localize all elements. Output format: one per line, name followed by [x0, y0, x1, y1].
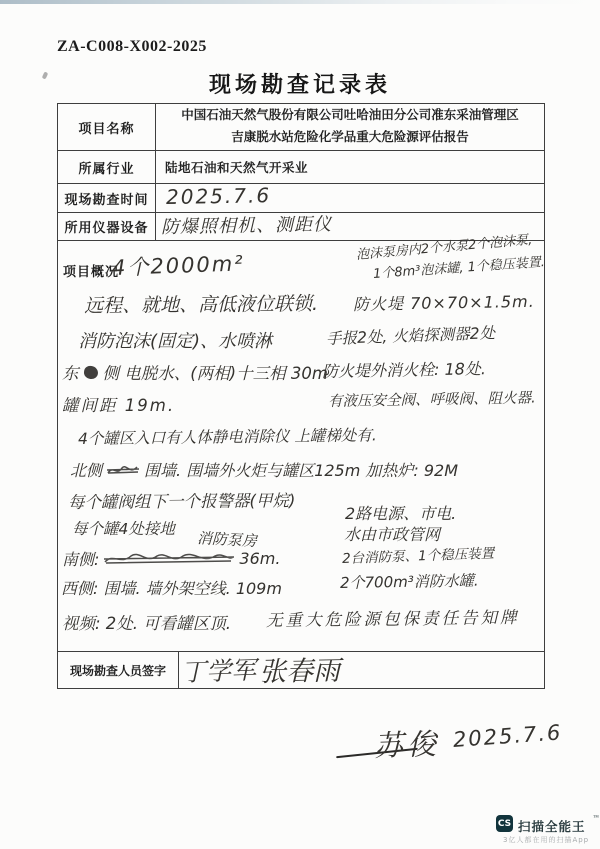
note-grounding: 每个罐4处接地	[72, 520, 175, 538]
survey-time-value-cell	[156, 184, 544, 212]
note-fire-pumps: 2台消防泵、1个稳压装置	[341, 545, 495, 567]
project-name-line2: 吉康脱水站危险化学品重大危险源评估报告	[231, 130, 469, 144]
project-name-label: 项目名称	[58, 104, 156, 150]
project-name-value	[156, 104, 544, 150]
camscanner-subtitle: 3亿人都在用的扫描App	[503, 836, 590, 844]
note-north-side: 北侧 围墙. 围墙外火炬与罐区125m 加热炉: 92M	[70, 461, 459, 480]
note-area: 4个2000m²	[111, 251, 246, 280]
note-foam-pumps: 泡沫泵房内2个水泵2个泡沫泵,	[355, 232, 533, 263]
note-alarm-detectors: 手报2处, 火焰探测器2处	[325, 324, 496, 348]
survey-time-handwritten: 2025.7.6	[165, 183, 272, 209]
note-fire-foam-spray: 消防泡沫(固定)、水喷淋	[78, 331, 273, 352]
industry-label: 所属行业	[58, 151, 156, 183]
document-code: ZA-C008-X002-2025	[57, 38, 207, 55]
note-tank-spacing: 罐间距 19m.	[62, 396, 176, 415]
survey-form-table	[57, 103, 545, 689]
equipment-value-cell	[156, 213, 544, 240]
surveyor-signature-2: 张春雨	[258, 655, 341, 688]
note-video: 视频: 2处. 可看罐区顶.	[62, 614, 232, 633]
note-water-source: 水由市政管网	[344, 525, 441, 544]
note-south-side: 南侧: 36m.	[62, 549, 281, 569]
row-industry	[58, 151, 544, 184]
camscanner-badge-icon: CS	[496, 815, 513, 832]
equipment-handwritten: 防爆照相机、测距仪	[160, 214, 333, 238]
note-level-interlock: 远程、就地、高低液位联锁.	[83, 292, 319, 317]
approval-date: 2025.7.6	[452, 720, 564, 752]
note-foam-tank: 1个8m³泡沫罐, 1个稳压装置.	[372, 255, 546, 282]
note-power-supply: 2路电源、市电.	[345, 504, 457, 523]
equipment-label: 所用仪器设备	[58, 213, 156, 240]
overview-cell	[58, 241, 544, 651]
note-west-side: 西侧: 围墙. 墙外架空线. 109m	[61, 579, 282, 598]
note-hydrants: 防火堤外消火栓: 18处.	[321, 359, 487, 381]
note-fire-dike-size: 防火堤 70×70×1.5m.	[352, 291, 535, 314]
form-title: 现场勘查记录表	[208, 72, 391, 97]
note-fire-water-tanks: 2个700m³消防水罐.	[339, 571, 479, 592]
overview-label: 项目概况	[63, 264, 120, 279]
scan-artifact-top-edge	[0, 0, 600, 4]
industry-value-cell	[156, 151, 544, 183]
surveyor-signature-1: 丁学军	[180, 655, 257, 687]
industry-value: 陆地石油和天然气开采业	[165, 161, 309, 175]
row-survey-time	[58, 184, 544, 213]
note-valves: 有液压安全阀、呼吸阀、阻火器.	[327, 390, 536, 410]
row-overview	[58, 241, 544, 652]
approver-signature: 苏俊	[373, 726, 441, 763]
note-methane-alarm: 每个罐阀组下一个报警器(甲烷)	[67, 491, 296, 512]
row-equipment	[58, 213, 544, 241]
signature-row-label: 现场勘查人员签字	[58, 652, 179, 688]
trademark-symbol: ™	[593, 815, 599, 821]
row-project-name	[58, 104, 544, 151]
signature-cell	[179, 652, 544, 688]
note-fire-pump-house: 消防泵房	[196, 529, 258, 551]
note-east-side: 东 侧 电脱水、(两相)十三相 30m	[62, 364, 328, 383]
note-static-eliminator: 4个罐区入口有人体静电消除仪 上罐梯处有.	[77, 426, 377, 448]
project-name-line1: 中国石油天然气股份有限公司吐哈油田分公司准东采油管理区	[181, 108, 519, 123]
survey-time-label: 现场勘查时间	[58, 184, 156, 212]
camscanner-watermark	[496, 815, 599, 845]
row-signatures	[58, 652, 544, 688]
camscanner-brand-text: 扫描全能王	[518, 819, 586, 834]
note-responsibility-sign: 无重大危险源包保责任告知牌	[265, 607, 520, 630]
